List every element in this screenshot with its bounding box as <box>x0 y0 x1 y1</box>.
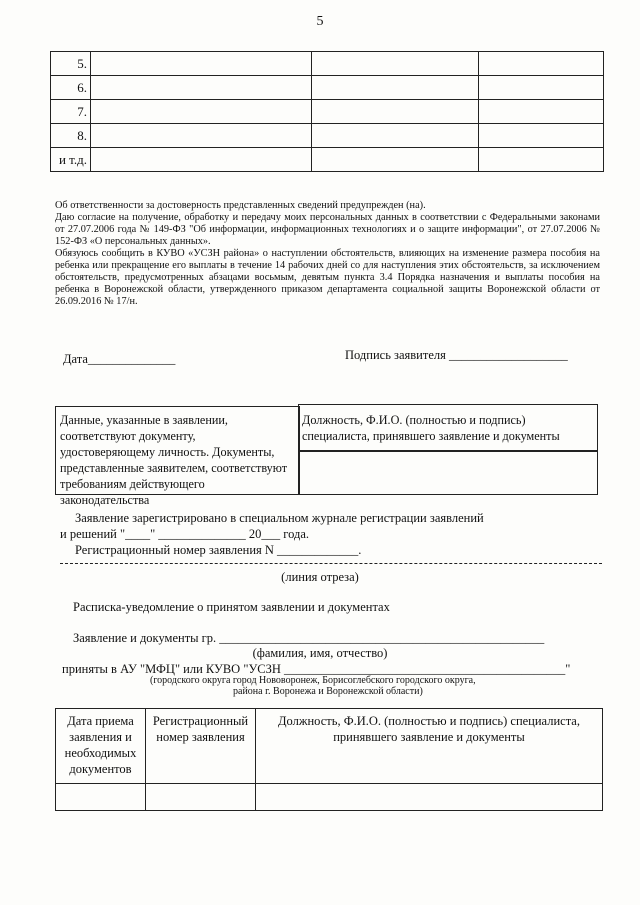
table-row <box>51 76 604 100</box>
organization-hint-1: (городского округа город Нововоронеж, Борисоглебского городского округа, <box>150 675 476 686</box>
table-cell <box>312 100 479 124</box>
table-cell <box>479 100 604 124</box>
table-cell <box>479 148 604 172</box>
responsibility-statement: Об ответственности за достоверность представленных сведений предупрежден (на). <box>55 200 426 211</box>
table-row <box>51 124 604 148</box>
header-registration-number: Регистрационный номер заявления <box>146 709 256 784</box>
table-cell <box>91 52 312 76</box>
date-field[interactable]: Дата______________ <box>63 352 176 366</box>
table-row <box>51 100 604 124</box>
organization-hint-2: района г. Воронежа и Воронежской области) <box>233 686 423 697</box>
header-date-received: Дата приема заявления и необходимых документов <box>56 709 146 784</box>
table-cell <box>91 76 312 100</box>
consent-statement: Даю согласие на получение, обработку и передачу моих персональных данных в соответствии с Федеральными законами от 27.07.2006 года № 149-ФЗ "Об информации, информационных технологиях и о защите информации", от 27.07.2006 № 152-ФЗ «О персональных данных». <box>55 212 600 247</box>
table-cell <box>91 124 312 148</box>
row-number: 5. <box>51 52 91 76</box>
table-cell[interactable] <box>146 784 256 811</box>
table-row <box>56 784 603 811</box>
cut-line-label: (линия отреза) <box>281 570 359 584</box>
table-cell <box>312 124 479 148</box>
obligation-statement: Обязуюсь сообщить в КУВО «УСЗН района» о наступлении обстоятельств, влияющих на изменение размера пособия на ребенка или прекращение его выплаты в течение 14 рабочих дней со для наступления этих обстоятельств, за исключением обстоятельств, предусмотренных абзацами восьмым, девятым пункта 3.4 Порядка назначения и выплаты пособия на ребенка в Воронежской области, утвержденного приказом департамента социальной защиты Воронежской области от 26.09.2016 № 17/н. <box>55 248 600 307</box>
row-number: 8. <box>51 124 91 148</box>
registration-date-field[interactable]: и решений "____" ______________ 20___ года. <box>60 527 310 541</box>
verification-box-right-bottom <box>298 450 598 495</box>
table-header-row <box>56 709 603 784</box>
organization-field[interactable]: приняты в АУ "МФЦ" или КУВО "УСЗН _____________________________________________" <box>62 662 571 676</box>
table-cell <box>479 52 604 76</box>
verification-text: Данные, указанные в заявлении, соответствуют документу, удостоверяющему личность. Документы, представленные заявителем, соответствуют требованиям действующего законодательства <box>60 413 288 507</box>
items-table <box>50 51 604 172</box>
registration-number-field[interactable]: Регистрационный номер заявления N _____________. <box>75 543 362 557</box>
table-cell <box>91 100 312 124</box>
table-row <box>51 148 604 172</box>
receipt-table <box>55 708 603 811</box>
table-cell <box>479 124 604 148</box>
table-cell <box>312 148 479 172</box>
header-specialist: Должность, Ф.И.О. (полностью и подпись) специалиста, принявшего заявление и документы <box>256 709 603 784</box>
row-number: 6. <box>51 76 91 100</box>
specialist-label: Должность, Ф.И.О. (полностью и подпись) специалиста, принявшего заявление и документы <box>302 413 560 443</box>
cut-line <box>60 563 602 564</box>
name-hint: (фамилия, имя, отчество) <box>252 646 388 660</box>
table-cell[interactable] <box>256 784 603 811</box>
table-cell <box>91 148 312 172</box>
table-cell <box>312 76 479 100</box>
row-number: 7. <box>51 100 91 124</box>
table-cell <box>479 76 604 100</box>
receipt-title: Расписка-уведомление о принятом заявлении и документах <box>73 600 390 614</box>
applicant-signature-field[interactable]: Подпись заявителя ___________________ <box>345 348 568 362</box>
registration-line-1: Заявление зарегистрировано в специальном журнале регистрации заявлений <box>75 511 484 525</box>
row-number: и т.д. <box>51 148 91 172</box>
table-cell[interactable] <box>56 784 146 811</box>
page-number: 5 <box>316 14 324 29</box>
table-cell <box>312 52 479 76</box>
table-row <box>51 52 604 76</box>
applicant-name-field[interactable]: Заявление и документы гр. ____________________________________________________ <box>73 631 545 645</box>
